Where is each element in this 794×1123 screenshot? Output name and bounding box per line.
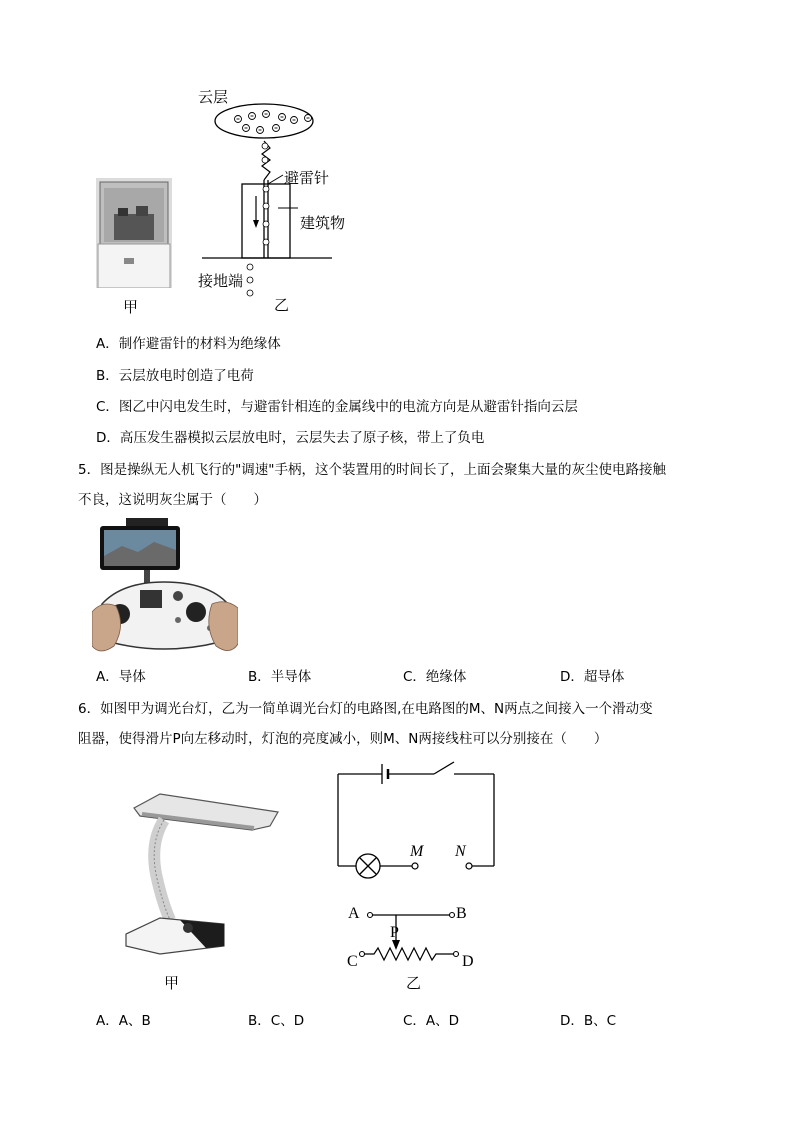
q6-fig-yi-label: 乙	[406, 974, 422, 992]
q6-stem-line1: 6．如图甲为调光台灯，乙为一简单调光台灯的电路图,在电路图的M、N两点之间接入一个滑动变	[78, 701, 653, 717]
q4-option-d: D．高压发生器模拟云层放电时，云层失去了原子核，带上了负电	[96, 430, 485, 446]
q6-stem-line2: 阻器，使得滑片P向左移动时，灯泡的亮度减小，则M、N两接线柱可以分别接在（ ）	[78, 731, 608, 747]
terminal-b-label: B	[456, 905, 467, 922]
terminal-m-label: M	[410, 843, 424, 860]
q5-option-b: B．半导体	[248, 669, 312, 685]
terminal-c-label: C	[347, 953, 358, 970]
desk-lamp-photo	[120, 790, 280, 960]
q6-option-d: D．B、C	[560, 1013, 617, 1029]
q5-option-a: A．导体	[96, 669, 146, 685]
building-label: 建筑物	[300, 214, 346, 232]
dimmer-circuit-diagram	[330, 760, 510, 980]
q4-option-b: B．云层放电时创造了电荷	[96, 368, 254, 384]
q5-stem-line2: 不良，这说明灰尘属于（ ）	[78, 492, 267, 508]
q5-option-d: D．超导体	[560, 669, 625, 685]
q4-fig-yi-label: 乙	[274, 296, 290, 314]
q4-fig-jia-label: 甲	[123, 298, 139, 316]
terminal-n-label: N	[455, 843, 466, 860]
lightning-rod-label: 避雷针	[284, 169, 330, 187]
q5-option-c: C．绝缘体	[403, 669, 467, 685]
display-case-photo	[96, 178, 172, 288]
q6-option-b: B．C、D	[248, 1013, 305, 1029]
q4-option-a: A．制作避雷针的材料为绝缘体	[96, 336, 281, 352]
q6-fig-jia-label: 甲	[164, 974, 180, 992]
q6-option-a: A．A、B	[96, 1013, 151, 1029]
cloud-label: 云层	[198, 88, 229, 106]
slider-p-label: P	[390, 924, 399, 941]
q5-stem-line1: 5．图是操纵无人机飞行的"调速"手柄，这个装置用的时间长了，上面会聚集大量的灰尘使电路接触	[78, 462, 667, 478]
ground-terminal-label: 接地端	[198, 272, 244, 290]
drone-controller-photo	[92, 516, 238, 658]
terminal-a-label: A	[348, 905, 360, 922]
q4-option-c: C．图乙中闪电发生时，与避雷针相连的金属线中的电流方向是从避雷针指向云层	[96, 399, 578, 415]
terminal-d-label: D	[462, 953, 474, 970]
q6-option-c: C．A、D	[403, 1013, 460, 1029]
